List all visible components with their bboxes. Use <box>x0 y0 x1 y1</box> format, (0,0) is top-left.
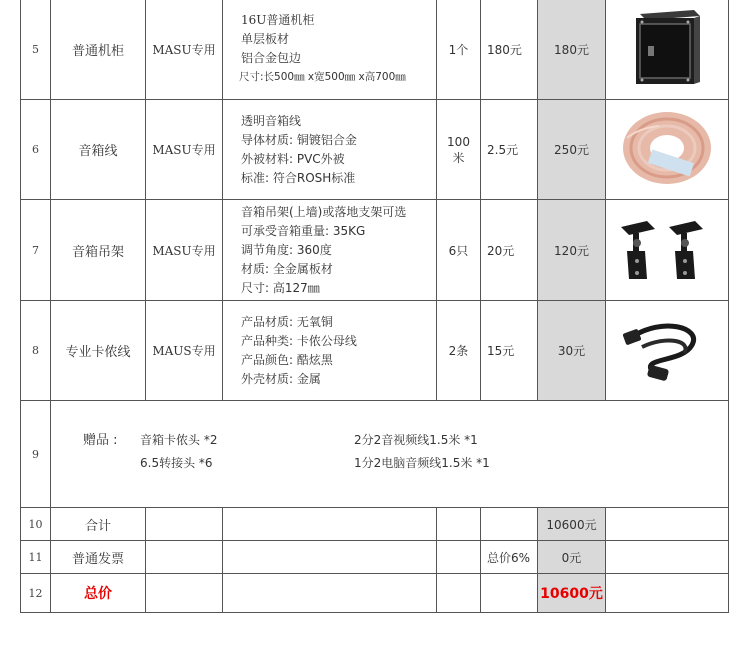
unit-price: 15元 <box>481 301 538 401</box>
row-number: 10 <box>21 508 51 541</box>
row-number: 12 <box>21 574 51 613</box>
product-image <box>606 0 729 100</box>
product-quantity: 1个 <box>437 0 481 100</box>
table-row <box>21 541 729 574</box>
gift-item: 6.5转接头 *6 <box>140 456 213 470</box>
xlr-cable-icon <box>622 317 712 381</box>
line-total: 250元 <box>538 100 606 200</box>
gift-item: 2分2音视频线1.5米 *1 <box>354 433 478 447</box>
product-name: 普通机柜 <box>51 0 146 100</box>
product-spec <box>223 200 437 301</box>
row-number: 7 <box>21 200 51 301</box>
spec-line: 导体材质: 铜镀铝合金 <box>241 132 357 147</box>
table-row <box>21 508 729 541</box>
line-total: 30元 <box>538 301 606 401</box>
spec-line: 标准: 符合ROSH标准 <box>241 170 356 185</box>
spec-line: 产品材质: 无氧铜 <box>241 314 333 329</box>
gift-item: 音箱卡侬头 *2 <box>140 433 218 447</box>
invoice-total: 0元 <box>538 541 606 574</box>
product-image <box>606 301 729 401</box>
product-spec <box>223 100 437 200</box>
unit-price: 20元 <box>481 200 538 301</box>
speaker-cable-roll-icon <box>619 108 715 188</box>
spec-line: 调节角度: 360度 <box>241 242 332 257</box>
product-quantity: 6只 <box>437 200 481 301</box>
product-name: 音箱吊架 <box>51 200 146 301</box>
product-brand: MASU专用 <box>146 0 223 100</box>
equipment-rack-case-icon <box>628 6 706 90</box>
sum-total: 10600元 <box>538 508 606 541</box>
table-row <box>21 401 729 508</box>
table-row <box>21 574 729 613</box>
gift-cell <box>51 401 729 508</box>
row-number: 6 <box>21 100 51 200</box>
table-row <box>21 0 729 100</box>
table-row <box>21 100 729 200</box>
speaker-wall-bracket-icon <box>617 217 717 281</box>
spec-line: 尺寸:长500㎜ x宽500㎜ x高700㎜ <box>239 71 406 83</box>
spec-line: 产品颜色: 酷炫黑 <box>241 352 333 367</box>
line-total: 120元 <box>538 200 606 301</box>
product-name: 专业卡侬线 <box>51 301 146 401</box>
product-quantity: 100米 <box>437 100 481 200</box>
product-brand: MASU专用 <box>146 100 223 200</box>
spec-line: 材质: 全金属板材 <box>241 261 333 276</box>
row-number: 5 <box>21 0 51 100</box>
product-spec <box>223 301 437 401</box>
grand-total-value: 10600元 <box>538 574 606 613</box>
spec-line: 尺寸: 高127㎜ <box>241 280 320 295</box>
product-brand: MAUS专用 <box>146 301 223 401</box>
sum-label: 合计 <box>51 508 146 541</box>
spec-line: 音箱吊架(上墙)或落地支架可选 <box>241 204 407 219</box>
invoice-rate: 总价6% <box>481 541 538 574</box>
spec-line: 铝合金包边 <box>241 51 302 65</box>
gift-label: 赠品 : <box>83 433 118 448</box>
grand-total-label: 总价 <box>51 574 146 613</box>
spec-line: 外壳材质: 金属 <box>241 371 321 386</box>
product-brand: MASU专用 <box>146 200 223 301</box>
gift-item: 1分2电脑音频线1.5米 *1 <box>354 456 490 470</box>
product-quantity: 2条 <box>437 301 481 401</box>
spec-line: 16U普通机柜 <box>241 13 315 27</box>
table-row <box>21 301 729 401</box>
row-number: 9 <box>21 401 51 508</box>
unit-price: 180元 <box>481 0 538 100</box>
invoice-label: 普通发票 <box>51 541 146 574</box>
spec-line: 透明音箱线 <box>241 113 302 128</box>
product-spec <box>223 0 437 100</box>
unit-price: 2.5元 <box>481 100 538 200</box>
quotation-table <box>20 0 729 613</box>
row-number: 8 <box>21 301 51 401</box>
product-image <box>606 100 729 200</box>
spec-line: 外被材料: PVC外被 <box>241 151 345 166</box>
spec-line: 产品种类: 卡侬公母线 <box>241 333 357 348</box>
line-total: 180元 <box>538 0 606 100</box>
row-number: 11 <box>21 541 51 574</box>
table-row <box>21 200 729 301</box>
spec-line: 可承受音箱重量: 35KG <box>241 223 366 238</box>
product-name: 音箱线 <box>51 100 146 200</box>
spec-line: 单层板材 <box>241 32 290 46</box>
product-image <box>606 200 729 301</box>
